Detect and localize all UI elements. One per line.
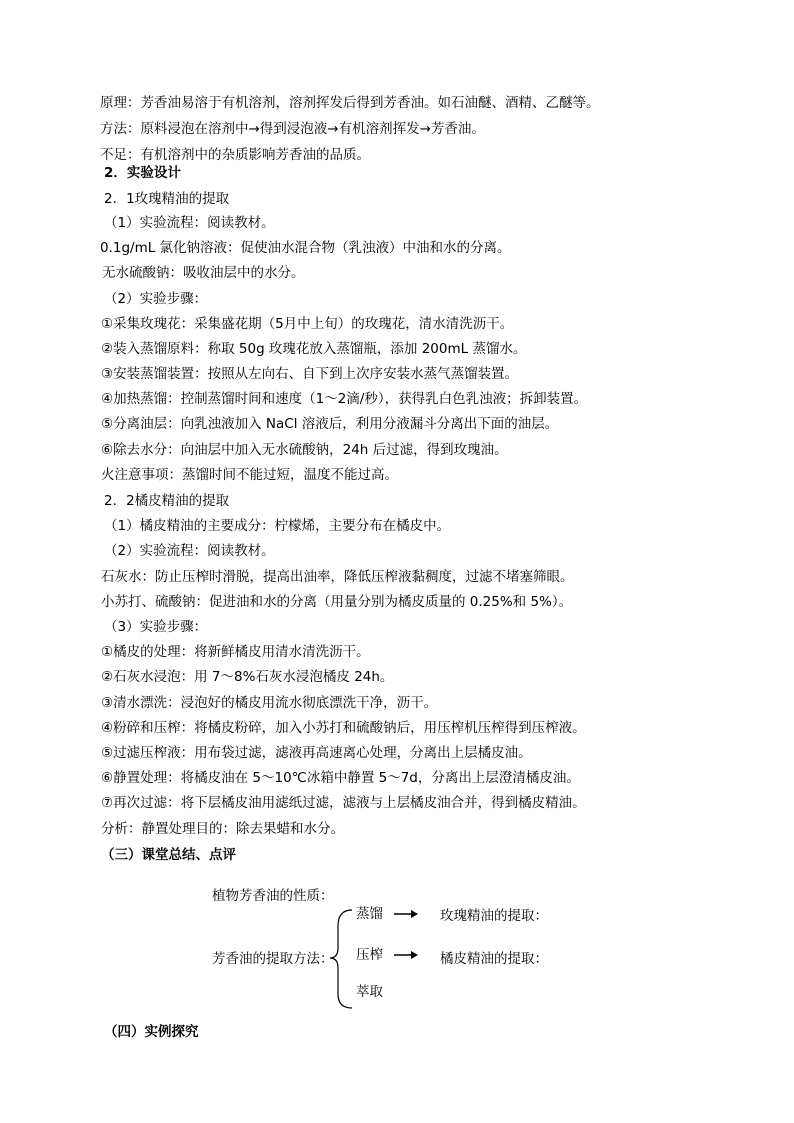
baking-soda-line: 小苏打、硫酸钠：促进油和水的分离（用量分别为橘皮质量的 0.25%和 5%）。 [101,594,573,610]
rose-step-3: ③安装蒸馏装置：按照从左向右、自下到上次序安装水蒸气蒸馏装置。 [101,366,519,382]
rose-step-1: ①采集玫瑰花：采集盛花期（5月中上旬）的玫瑰花，清水清洗沥干。 [101,316,514,332]
orange-step-5: ⑤过滤压榨液：用布袋过滤，滤液再高速离心处理，分离出上层橘皮油。 [101,745,532,761]
orange-oil-heading: 2．2橘皮精油的提取 [104,493,230,509]
rose-step-6: ⑥除去水分：向油层中加入无水硫酸钠，24h 后过滤，得到玫瑰油。 [101,442,508,458]
branch-pressing: 压榨 [356,947,383,963]
branch-distillation: 蒸馏 [356,906,383,922]
section-4-heading: （四）实例探究 [104,1024,199,1040]
section-3-heading: （三）课堂总结、点评 [101,847,236,863]
rose-steps-heading: （2）实验步骤： [104,291,208,307]
orange-step-4: ④粉碎和压榨：将橘皮粉碎，加入小苏打和硫酸钠后，用压榨机压榨得到压榨液。 [101,720,586,736]
analysis-line: 分析：静置处理目的：除去果蜡和水分。 [101,821,344,837]
shortcoming-line: 不足：有机溶剂中的杂质影响芳香油的品质。 [100,147,370,163]
orange-flow-line: （2）实验流程：阅读教材。 [104,543,275,559]
rose-notes: 火注意事项：蒸馏时间不能过短，温度不能过高。 [101,467,398,483]
orange-component-line: （1）橘皮精油的主要成分：柠檬烯，主要分布在橘皮中。 [104,518,451,534]
principle-line: 原理：芳香油易溶于有机溶剂，溶剂挥发后得到芳香油。如石油醚、酒精、乙醚等。 [100,95,600,111]
orange-steps-heading: （3）实验步骤： [104,619,208,635]
properties-label: 植物芳香油的性质： [212,888,334,904]
orange-step-2: ②石灰水浸泡：用 7～8%石灰水浸泡橘皮 24h。 [101,669,394,685]
methods-label: 芳香油的提取方法： [212,951,334,967]
rose-step-5: ⑤分离油层：向乳浊液加入 NaCl 溶液后，利用分液漏斗分离出下面的油层。 [101,416,559,432]
nacl-line: 0.1g/mL 氯化钠溶液：促使油水混合物（乳浊液）中油和水的分离。 [100,240,511,256]
orange-step-6: ⑥静置处理：将橘皮油在 5～10℃冰箱中静置 5～7d，分离出上层澄清橘皮油。 [101,770,580,786]
method-line: 方法：原料浸泡在溶剂中→得到浸泡液→有机溶剂挥发→芳香油。 [100,121,485,137]
rose-flow-line: （1）实验流程：阅读教材。 [104,215,275,231]
orange-step-7: ⑦再次过滤：将下层橘皮油用滤纸过滤，滤液与上层橘皮油合并，得到橘皮精油。 [101,795,586,811]
orange-step-3: ③清水漂洗：浸泡好的橘皮用流水彻底漂洗干净，沥干。 [101,695,438,711]
rose-step-2: ②装入蒸馏原料：称取 50g 玫瑰花放入蒸馏瓶，添加 200mL 蒸馏水。 [101,341,527,357]
rose-oil-heading: 2．1玫瑰精油的提取 [104,191,230,207]
lime-water-line: 石灰水：防止压榨时滑脱，提高出油率，降低压榨液黏稠度，过滤不堵塞筛眼。 [101,569,574,585]
rose-extraction-label: 玫瑰精油的提取： [440,908,548,924]
orange-step-1: ①橘皮的处理：将新鲜橘皮用清水清洗沥干。 [101,644,370,660]
rose-step-4: ④加热蒸馏：控制蒸馏时间和速度（1～2滴/秒），获得乳白色乳浊液；拆卸装置。 [101,391,588,407]
experiment-design-heading: 2．实验设计 [104,165,181,181]
branch-extraction: 萃取 [356,984,383,1000]
sodium-sulfate-line: 无水硫酸钠：吸收油层中的水分。 [102,265,305,281]
orange-extraction-label: 橘皮精油的提取： [440,951,548,967]
